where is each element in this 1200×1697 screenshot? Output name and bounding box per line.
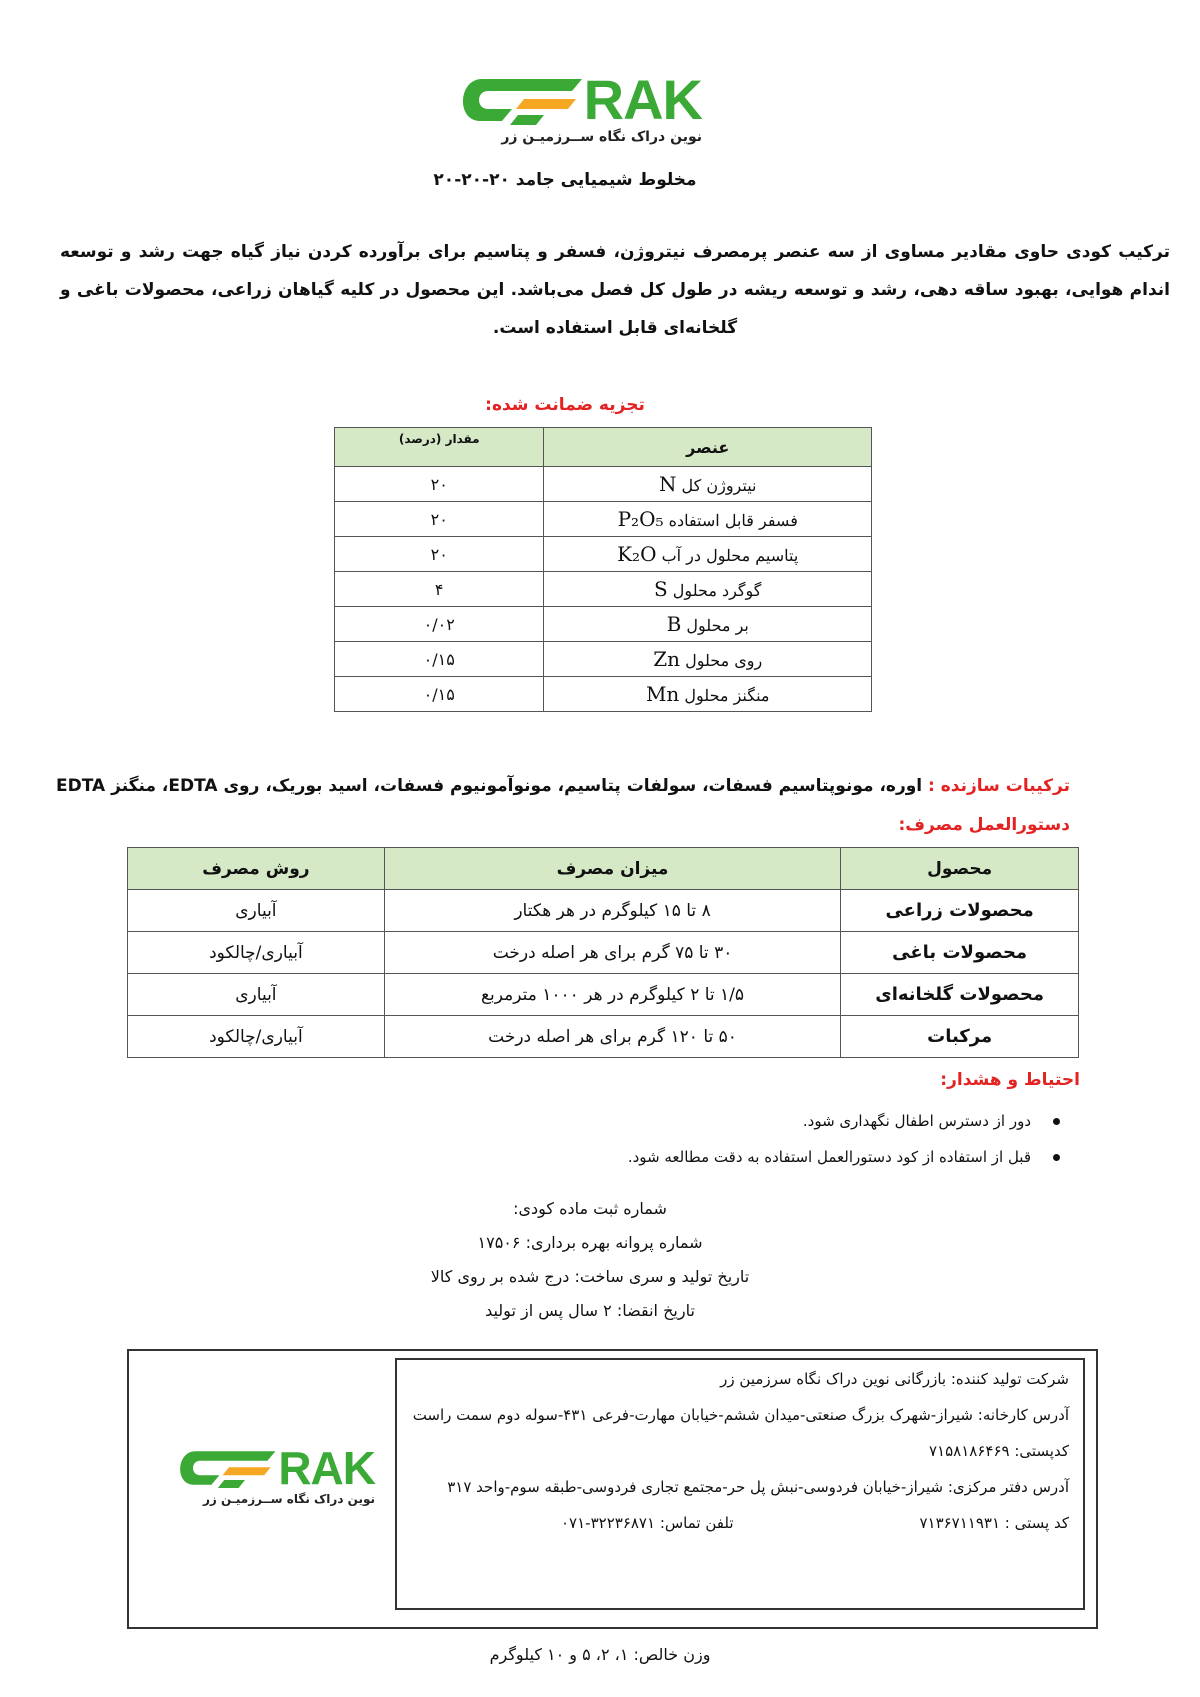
composition-label: ترکیبات سازنده :	[928, 776, 1070, 796]
bullet-icon	[1053, 1154, 1060, 1161]
method-cell: آبیاری/چالکود	[128, 932, 385, 974]
table-row	[335, 677, 872, 712]
amount-cell: ۰/۱۵	[335, 642, 544, 677]
composition-text: اوره، مونوپتاسیم فسفات، سولفات پتاسیم، مونوآمونیوم فسفات، اسید بوریک، روی EDTA، منگنز EDTA	[56, 776, 923, 796]
drak-logo-icon	[172, 1448, 278, 1488]
product-title: مخلوط شیمیایی جامد ۲۰-۲۰-۲۰	[433, 170, 697, 190]
producer-line: شرکت تولید کننده: بازرگانی نوین دراک نگاه سرزمین زر	[720, 1370, 1069, 1388]
element-cell: فسفر قابل استفاده P₂O₅	[544, 502, 872, 537]
intro-paragraph: ترکیب کودی حاوی مقادیر مساوی از سه عنصر پرمصرف نیتروژن، فسفر و پتاسیم برای برآورده کردن نیاز گیاه جهت رشد و توسعه اندام هوایی، بهبود ساقه دهی، رشد و توسعه ریشه در طول کل فصل می‌باشد. این محصول در کلیه گیاهان زراعی، محصولات باغی و گلخانه‌ای قابل استفاده است.	[60, 242, 1170, 338]
guaranteed-heading: تجزیه ضمانت شده:	[485, 395, 645, 415]
element-cell: روی محلول Zn	[544, 642, 872, 677]
usage-heading: دستورالعمل مصرف:	[898, 815, 1070, 835]
table-row	[128, 890, 1079, 932]
office-address: آدرس دفتر مرکزی: شیراز-خیابان فردوسی-نبش پل حر-مجتمع تجاری فردوسی-طبقه سوم-واحد ۳۱۷	[447, 1478, 1069, 1496]
rate-cell: ۳۰ تا ۷۵ گرم برای هر اصله درخت	[384, 932, 840, 974]
element-cell: پتاسیم محلول در آب K₂O	[544, 537, 872, 572]
table-row	[335, 502, 872, 537]
element-cell: نیتروژن کل N	[544, 467, 872, 502]
table-row	[335, 607, 872, 642]
method-cell: آبیاری	[128, 890, 385, 932]
element-cell: گوگرد محلول S	[544, 572, 872, 607]
col-rate: میزان مصرف	[384, 848, 840, 890]
production-date: تاریخ تولید و سری ساخت: درج شده بر روی کالا	[430, 1267, 750, 1286]
table-row	[128, 1016, 1079, 1058]
usage-table	[127, 847, 1079, 1058]
list-item: قبل از استفاده از کود دستورالعمل استفاده به دقت مطالعه شود.	[160, 1139, 1060, 1175]
amount-cell: ۴	[335, 572, 544, 607]
logo-subtitle: نوین دراک نگاه ســرزمیـن زر	[202, 1492, 375, 1506]
table-header-row	[335, 428, 872, 467]
method-cell: آبیاری/چالکود	[128, 1016, 385, 1058]
contact-line	[411, 1512, 1069, 1534]
rate-cell: ۱/۵ تا ۲ کیلوگرم در هر ۱۰۰۰ مترمربع	[384, 974, 840, 1016]
table-row	[335, 642, 872, 677]
col-method: روش مصرف	[128, 848, 385, 890]
table-header-row	[128, 848, 1079, 890]
product-cell: مرکبات	[841, 1016, 1079, 1058]
element-cell: منگنز محلول Mn	[544, 677, 872, 712]
method-cell: آبیاری	[128, 974, 385, 1016]
col-product: محصول	[841, 848, 1079, 890]
col-element: عنصر	[544, 428, 872, 467]
amount-cell: ۲۰	[335, 467, 544, 502]
table-row	[128, 932, 1079, 974]
composition-line	[56, 776, 1070, 796]
table-row	[335, 572, 872, 607]
drak-logo-icon	[454, 75, 584, 125]
element-cell: بر محلول B	[544, 607, 872, 642]
bottom-logo	[150, 1442, 375, 1506]
rate-cell: ۵۰ تا ۱۲۰ گرم برای هر اصله درخت	[384, 1016, 840, 1058]
logo-text: RAK	[278, 1442, 375, 1494]
table-row	[335, 537, 872, 572]
amount-cell: ۰/۱۵	[335, 677, 544, 712]
amount-cell: ۰/۰۲	[335, 607, 544, 642]
factory-postal-code: کدپستی: ۷۱۵۸۱۸۶۴۶۹	[929, 1442, 1069, 1460]
office-postal-code: کد پستی : ۷۱۳۶۷۱۱۹۳۱	[919, 1514, 1069, 1532]
license-number: شماره پروانه بهره برداری: ۱۷۵۰۶	[477, 1233, 703, 1252]
list-item: دور از دسترس اطفال نگهداری شود.	[160, 1103, 1060, 1139]
bullet-icon	[1053, 1118, 1060, 1125]
guaranteed-table	[334, 427, 872, 712]
amount-cell: ۲۰	[335, 502, 544, 537]
logo-subtitle: نوین دراک نگاه ســرزمیـن زر	[501, 129, 702, 145]
factory-address: آدرس کارخانه: شیراز-شهرک بزرگ صنعتی-میدان ششم-خیابان مهارت-فرعی ۴۳۱-سوله دوم سمت راست	[412, 1406, 1069, 1424]
caution-heading: احتیاط و هشدار:	[940, 1070, 1080, 1090]
logo-text: RAK	[583, 68, 702, 131]
rate-cell: ۸ تا ۱۵ کیلوگرم در هر هکتار	[384, 890, 840, 932]
net-weight: وزن خالص: ۱، ۲، ۵ و ۱۰ کیلوگرم	[489, 1645, 711, 1664]
registration-number: شماره ثبت ماده کودی:	[513, 1199, 667, 1218]
expiry-date: تاریخ انقضا: ۲ سال پس از تولید	[485, 1301, 695, 1320]
col-amount: مقدار (درصد)	[335, 428, 544, 467]
phone-number: تلفن تماس: ۳۲۲۳۶۸۷۱-۰۷۱	[561, 1514, 734, 1532]
amount-cell: ۲۰	[335, 537, 544, 572]
caution-list	[160, 1103, 1060, 1175]
table-row	[335, 467, 872, 502]
product-cell: محصولات زراعی	[841, 890, 1079, 932]
company-details	[395, 1358, 1085, 1610]
product-cell: محصولات گلخانه‌ای	[841, 974, 1079, 1016]
table-row	[128, 974, 1079, 1016]
top-logo	[430, 68, 702, 145]
product-cell: محصولات باغی	[841, 932, 1079, 974]
product-info	[380, 1192, 800, 1328]
